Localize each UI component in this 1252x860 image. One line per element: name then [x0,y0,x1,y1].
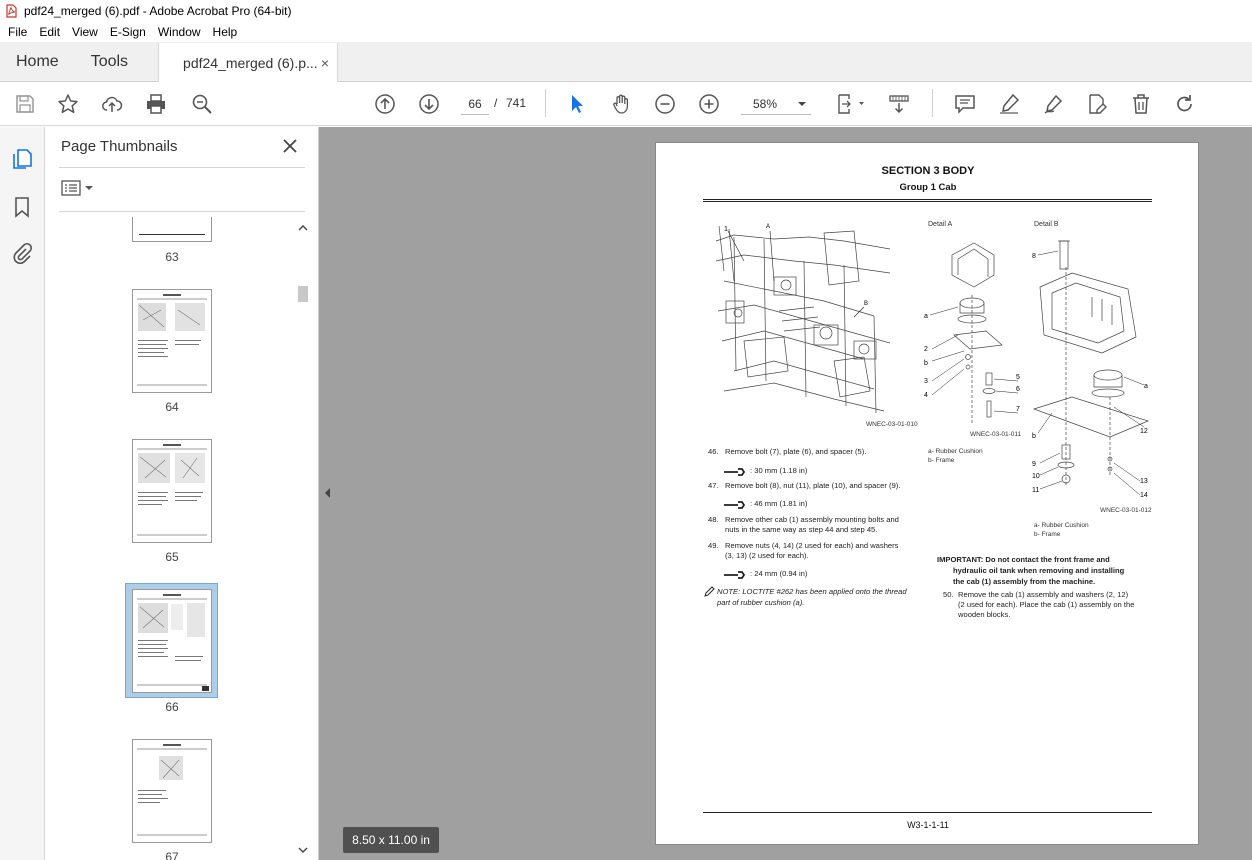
step-number: 49. [708,541,719,550]
menu-view[interactable]: View [72,25,98,39]
zoom-value: 58% [753,96,778,111]
close-panel-icon[interactable] [281,137,299,155]
callout-label: 3 [924,378,928,385]
note-text: NOTE: LOCTITE #262 has been applied onto the thread [717,587,907,596]
section-heading: SECTION 3 BODY [881,165,975,177]
detail-a-figure [924,235,1024,425]
callout-label: 13 [1140,478,1148,485]
step-number: 48. [708,515,719,524]
tab-document-label: pdf24_merged (6).p... [183,54,318,71]
acrobat-icon [4,4,18,18]
group-heading: Group 1 Cab [899,182,957,193]
zoom-search-icon[interactable] [190,92,214,116]
tab-home[interactable]: Home [16,53,59,70]
step-text: Remove bolt (8), nut (11), plate (10), and spacer (9). [725,481,901,490]
chevron-down-icon [85,185,93,191]
save-icon[interactable] [13,92,37,116]
thumbnail-label: 63 [165,250,179,264]
legend-frame: b- Frame [1034,531,1061,538]
detail-b-figure [1032,237,1152,507]
toolbar-divider [932,89,933,117]
callout-label: 5 [1016,374,1020,381]
callout-label: 7 [1016,406,1020,413]
thumbnail-label: 65 [165,550,179,564]
hand-tool-icon[interactable] [609,92,633,116]
left-rail [0,127,45,860]
tab-document[interactable] [158,43,338,82]
panel-title: Page Thumbnails [61,138,178,155]
edit-text-icon[interactable] [1085,92,1109,116]
page-fit-icon[interactable] [833,92,867,116]
cab-mounting-figure [714,221,894,421]
important-text: the cab (1) assembly from the machine. [953,577,1096,586]
footer-rule [703,812,1152,813]
thumbnail-page-66[interactable] [132,589,212,693]
main-toolbar [0,82,1252,126]
callout-label: 11 [1032,487,1040,494]
menu-bar [0,22,1252,42]
legend-rubber-cushion: a- Rubber Cushion [928,448,983,455]
menu-esign[interactable]: E-Sign [109,25,146,39]
callout-label: B [864,301,869,307]
callout-label: 9 [1032,461,1036,468]
menu-help[interactable]: Help [212,25,238,39]
figure-title: Detail A [928,221,953,228]
options-list-icon [61,180,81,196]
scroll-mode-icon[interactable] [887,92,911,116]
zoom-dropdown[interactable] [741,93,811,115]
legend-rubber-cushion: a- Rubber Cushion [1034,522,1089,529]
menu-file[interactable]: File [8,25,28,39]
title-bar [0,0,1252,22]
callout-label: 1 [724,226,728,233]
callout-label: 6 [1016,386,1020,393]
attachment-paperclip-icon[interactable] [10,241,34,265]
tab-bar [0,42,1252,82]
close-tab-icon[interactable]: × [320,54,330,71]
zoom-out-icon[interactable] [653,92,677,116]
next-page-icon[interactable] [417,92,441,116]
chevron-down-icon [797,101,807,107]
figure-title: Detail B [1034,221,1059,228]
step-text: (3, 13) (2 used for each). [725,551,809,560]
redo-rotate-icon[interactable] [1173,92,1197,116]
page-thumbnails-panel [45,127,319,860]
zoom-in-icon[interactable] [697,92,721,116]
select-cursor-icon[interactable] [565,92,589,116]
wrench-size: : 46 mm (1.81 in) [750,499,808,508]
step-number: 47. [708,481,719,490]
page-footer: W3-1-1-11 [907,820,949,830]
wrench-icon [724,468,746,476]
important-text: IMPORTANT: Do not contact the front frame and [937,555,1110,564]
wrench-size: : 30 mm (1.18 in) [750,466,808,475]
callout-label: b [1032,433,1036,440]
page-size-badge: 8.50 x 11.00 in [343,827,439,853]
print-icon[interactable] [144,92,168,116]
figure-code: WNEC-03-01-012 [1100,507,1152,514]
thumbnail-scrollbar[interactable] [296,222,310,860]
figure-code: WNEC-03-01-010 [866,421,918,428]
legend-frame: b- Frame [928,457,955,464]
note-pencil-icon [704,586,715,597]
step-number: 50. [943,590,954,599]
important-text: hydraulic oil tank when removing and installing [953,566,1125,575]
document-view[interactable] [319,127,1252,860]
page-separator: / [494,96,498,110]
menu-edit[interactable]: Edit [39,25,61,39]
page-number-input[interactable] [461,93,489,115]
star-icon[interactable] [56,92,80,116]
step-text: Remove other cab (1) assembly mounting bolts and [725,515,899,524]
scrollbar-thumb[interactable] [298,286,308,302]
thumbnail-label: 67 [165,850,179,860]
thumbnail-page-64[interactable] [132,289,212,393]
step-text: Remove bolt (7), plate (6), and spacer (5). [725,447,867,456]
callout-label: 2 [924,346,928,353]
step-text: (2 used for each). Place the cab (1) assembly on the [958,600,1135,609]
upload-cloud-icon[interactable] [100,92,124,116]
scroll-up-icon[interactable] [298,224,308,232]
step-text: wooden blocks. [958,610,1011,619]
tab-tools[interactable]: Tools [90,53,129,70]
wrench-icon [724,571,746,579]
menu-window[interactable]: Window [157,25,201,39]
page-thumbnails-icon[interactable] [10,147,34,171]
scroll-down-icon[interactable] [298,846,308,854]
wrench-icon [724,501,746,509]
callout-label: 8 [1032,253,1036,260]
bookmark-icon[interactable] [10,195,34,219]
callout-label: a [1144,383,1148,390]
thumbnail-label: 64 [165,400,179,414]
callout-label: 10 [1032,473,1040,480]
thumbnail-list [59,217,295,860]
window-title: pdf24_merged (6).pdf - Adobe Acrobat Pro (64-bit) [24,4,292,18]
collapse-panel-icon[interactable] [323,485,333,501]
callout-label: b [924,360,928,367]
thumbnail-page-67[interactable] [132,739,212,843]
thumbnail-options-button[interactable] [61,180,93,196]
toolbar-divider [545,89,546,117]
highlight-pen-icon[interactable] [997,92,1021,116]
comment-icon[interactable] [953,92,977,116]
callout-label: 4 [924,392,928,399]
header-rule [703,199,1152,202]
pdf-page [655,142,1199,845]
thumbnail-page-63[interactable] [132,217,212,242]
callout-label: a [924,313,928,320]
panel-divider [59,211,305,212]
step-text: Remove nuts (4, 14) (2 used for each) and washers [725,541,899,550]
callout-label: A [766,224,771,230]
previous-page-icon[interactable] [373,92,397,116]
step-number: 46. [708,447,719,456]
draw-pen-icon[interactable] [1041,92,1065,116]
thumbnail-page-65[interactable] [132,439,212,543]
note-text: part of rubber cushion (a). [717,598,805,607]
figure-code: WNEC-03-01-011 [970,431,1022,438]
delete-trash-icon[interactable] [1129,92,1153,116]
step-text: Remove the cab (1) assembly and washers (2, 12) [958,590,1129,599]
callout-label: 12 [1140,428,1148,435]
callout-label: 14 [1140,492,1148,499]
wrench-size: : 24 mm (0.94 in) [750,569,808,578]
panel-divider [59,167,305,168]
thumbnail-label: 66 [165,700,179,714]
step-text: nuts in the same way as step 44 and step 45. [725,525,878,534]
page-total: 741 [506,96,527,110]
